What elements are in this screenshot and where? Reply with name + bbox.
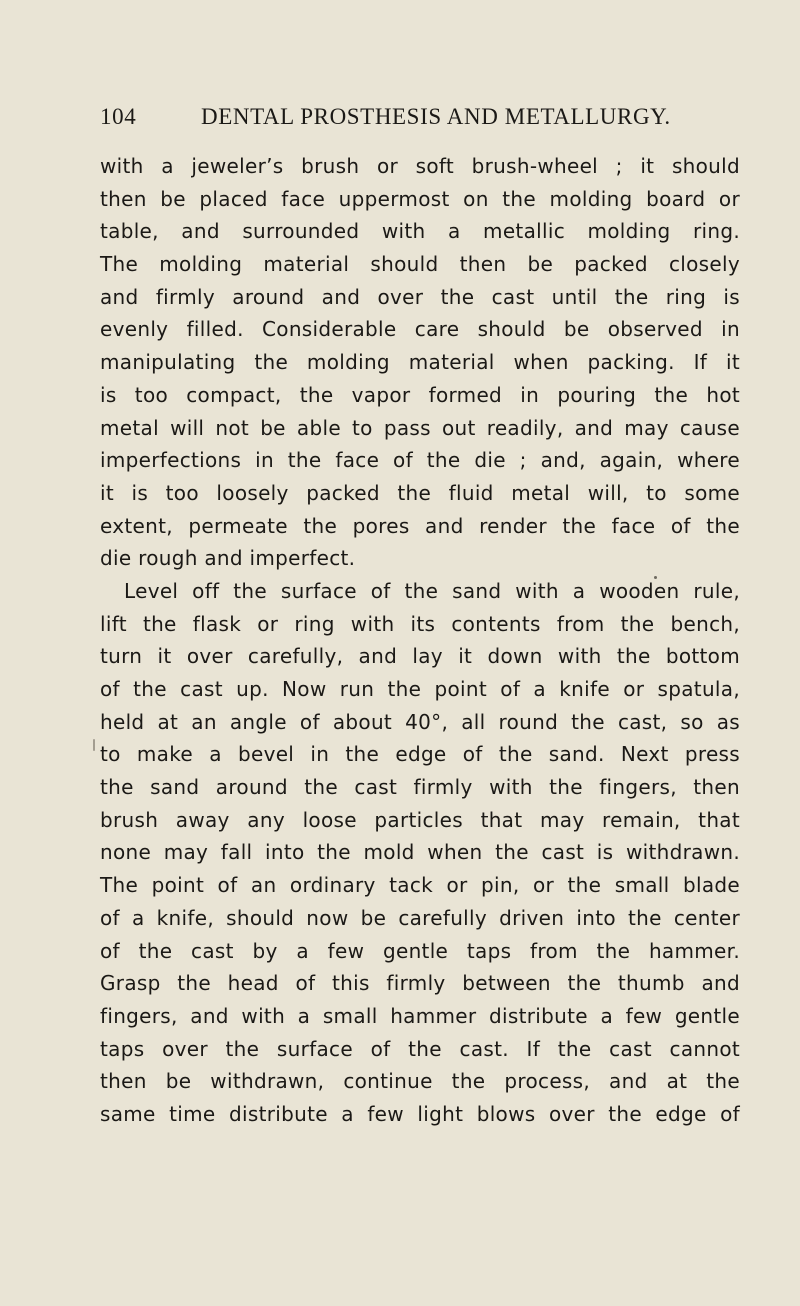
text-line: die rough and imperfect. (100, 546, 356, 571)
text-line: of the cast by a few gentle taps from the hammer. (100, 938, 740, 963)
text-line: to make a bevel in the edge of the sand. Next press (100, 742, 740, 767)
paragraph-2 (100, 575, 740, 1131)
text-line: metal will not be able to pass out readily, and may cause (100, 415, 740, 440)
text-line: same time distribute a few light blows over the edge of (100, 1101, 740, 1126)
text-line: table, and surrounded with a metallic molding ring. (100, 219, 740, 244)
paper-speck (654, 576, 657, 579)
page-number: 104 (100, 104, 137, 129)
text-line: Level off the surface of the sand with a wooden rule, (124, 578, 740, 603)
text-line: Grasp the head of this firmly between the thumb and (100, 971, 740, 996)
text-line: turn it over carefully, and lay it down with the bottom (100, 644, 740, 669)
text-line: The molding material should then be packed closely (100, 252, 740, 277)
text-line: held at an angle of about 40°, all round the cast, so as (100, 709, 740, 734)
body-text (100, 150, 740, 1131)
text-line: lift the flask or ring with its contents from the bench, (100, 611, 740, 636)
text-line: fingers, and with a small hammer distribute a few gentle (100, 1003, 740, 1028)
text-line: of the cast up. Now run the point of a knife or spatula, (100, 677, 740, 701)
paper-mark (93, 739, 95, 751)
text-line: brush away any loose particles that may remain, that (100, 807, 740, 832)
text-line: manipulating the molding material when packing. If it (100, 350, 740, 375)
text-line: none may fall into the mold when the cast is withdrawn. (100, 840, 740, 865)
text-line: the sand around the cast firmly with the fingers, then (100, 775, 740, 800)
running-title: DENTAL PROSTHESIS AND METALLURGY. (201, 104, 671, 129)
text-line: evenly filled. Considerable care should be observed in (100, 317, 740, 342)
text-line: then be placed face uppermost on the molding board or (100, 186, 740, 211)
text-line: then be withdrawn, continue the process, and at the (100, 1069, 740, 1094)
text-line: The point of an ordinary tack or pin, or the small blade (100, 873, 740, 898)
text-line: taps over the surface of the cast. If the cast cannot (100, 1036, 740, 1061)
text-line: it is too loosely packed the fluid metal will, to some (100, 480, 740, 505)
paragraph-1 (100, 150, 740, 575)
text-line: is too compact, the vapor formed in pouring the hot (100, 382, 740, 407)
text-line: and firmly around and over the cast until the ring is (100, 284, 740, 309)
text-line: extent, permeate the pores and render the face of the (100, 513, 740, 538)
text-line: of a knife, should now be carefully driven into the center (100, 905, 740, 930)
running-head (100, 104, 740, 134)
text-line: with a jeweler’s brush or soft brush-wheel ; it should (100, 154, 740, 178)
text-line: imperfections in the face of the die ; and, again, where (100, 448, 740, 473)
